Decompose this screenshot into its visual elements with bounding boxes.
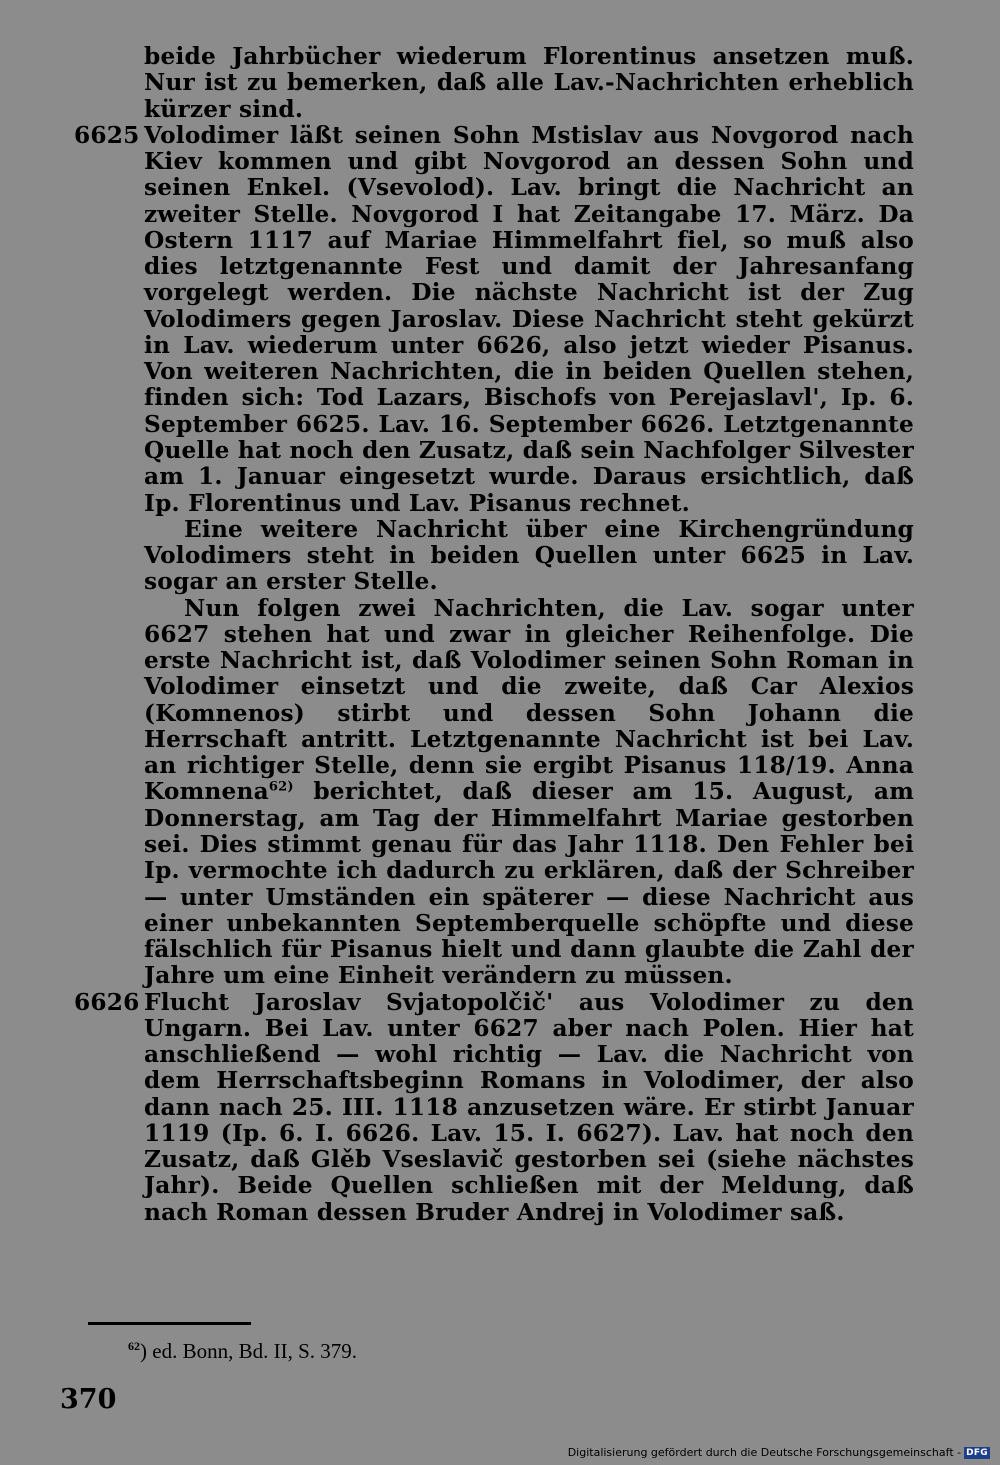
footnote-divider <box>88 1322 251 1325</box>
footnote-mark: 62 <box>128 1339 140 1353</box>
credit-text: Digitalisierung gefördert durch die Deutsche Forschungsgemeinschaft - <box>567 1446 962 1459</box>
entry-text: Volodimer läßt seinen Sohn Mstislav aus Novgorod nach Kiev kommen und gibt Novgorod an dessen Sohn und seinen Enkel. (Vsevolod). Lav. bringt die Nachricht an zweiter Stelle. Novgorod I hat Zeitangabe 17. März. Da Ostern 1117 auf Mariae Himmelfahrt fiel, so muß also dies letztgenannte Fest und damit der Jahresanfang vorgelegt werden. Die nächste Nachricht ist der Zug Volodimers gegen Jaroslav. Diese Nachricht steht gekürzt in Lav. wiederum unter 6626, also jetzt wieder Pisanus. Von weiteren Nachrichten, die in beiden Quellen stehen, finden sich: Tod Lazars, Bischofs von Perejaslavl', Ip. 6. September 6625. Lav. 16. September 6626. Letztgenannte Quelle hat noch den Zusatz, daß sein Nachfolger Silvester am 1. Januar eingesetzt wurde. Daraus ersichtlich, daß Ip. Florentinus und Lav. Pisanus rechnet. <box>144 121 915 517</box>
paragraph-two-reports <box>144 596 914 990</box>
paragraph-church-founding: Eine weitere Nachricht über eine Kirchengründung Volodimers steht in beiden Quellen unter 6625 in Lav. sogar an erster Stelle. <box>144 515 914 596</box>
digitization-credit <box>568 1446 990 1459</box>
footnote-text: ) ed. Bonn, Bd. II, S. 379. <box>140 1339 357 1363</box>
entry-year-number: 6625 <box>74 121 140 149</box>
body-text <box>74 43 915 1226</box>
page-number: 370 <box>60 1384 117 1415</box>
paragraph-text-part: Nun folgen zwei Nachrichten, die Lav. sogar unter 6627 stehen hat und zwar in gleicher Reihenfolge. Die erste Nachricht ist, daß Volodimer seinen Sohn Roman in Volodimer einsetzt und die zweite, daß Car Alexios (Komnenos) stirbt und dessen Sohn Johann die Herrschaft antritt. Letztgenannte Nachricht ist bei Lav. an richtiger Stelle, denn sie ergibt Pisanus 118/19. Anna Komnena <box>144 594 914 806</box>
entry-year-number: 6626 <box>74 988 140 1016</box>
year-entry-6626 <box>74 988 914 1226</box>
paragraph-continuation: beide Jahrbücher wiederum Florentinus ansetzen muß. Nur ist zu bemerken, daß alle Lav.-Nachrichten erheblich kürzer sind. <box>144 43 914 123</box>
footnote-reference[interactable]: 62) <box>268 779 294 795</box>
footnote <box>128 1338 357 1364</box>
paragraph-text-part: berichtet, daß dieser am 15. August, am Donnerstag, am Tag der Himmelfahrt Mariae gestorben sei. Dies stimmt genau für das Jahr 1118. Den Fehler bei Ip. vermochte ich dadurch zu erklären, daß der Schreiber — unter Umständen ein späterer — diese Nachricht aus einer unbekannten Septemberquelle schöpfte und diese fälschlich für Pisanus hielt und dann glaubte die Zahl der Jahre um eine Einheit verändern zu müssen. <box>144 778 914 990</box>
entry-text: Flucht Jaroslav Svjatopolčič' aus Volodimer zu den Ungarn. Bei Lav. unter 6627 aber nach Polen. Hier hat anschließend — wohl richtig — Lav. die Nachricht von dem Herrschaftsbeginn Romans in Volodimer, der also dann nach 25. III. 1118 anzusetzen wäre. Er stirbt Januar 1119 (Ip. 6. I. 6626. Lav. 15. I. 6627). Lav. hat noch den Zusatz, daß Glěb Vseslavič gestorben sei (siehe nächstes Jahr). Beide Quellen schließen mit der Meldung, daß nach Roman dessen Bruder Andrej in Volodimer saß. <box>144 988 914 1226</box>
dfg-logo-icon: DFG <box>966 1447 988 1458</box>
year-entry-6625 <box>74 121 915 517</box>
